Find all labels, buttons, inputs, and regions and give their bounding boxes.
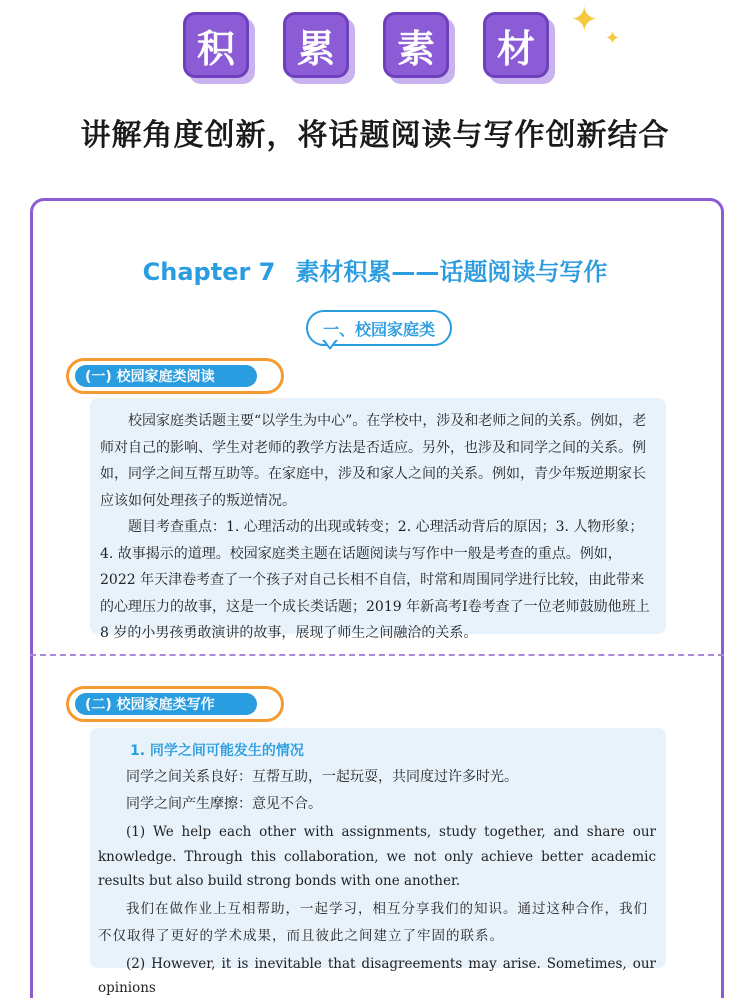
reading-paragraph: 校园家庭类话题主要“以学生为中心”。在学校中，涉及和老师之间的关系。例如，老师对自己的影响、学生对老师的教学方法是否适应。另外，也涉及和同学之间的关系。例如，同学之间互帮互助等。在家庭中，涉及和家人之间的关系。例如，青少年叛逆期家长应该如何处理孩子的叛逆情况。 — [100, 413, 647, 509]
section-tag-writing — [66, 686, 284, 722]
title-tile — [383, 12, 455, 84]
writing-subheading: 1. 同学之间可能发生的情况 — [130, 743, 304, 759]
reading-paragraph: 题目考查重点：1. 心理活动的出现或转变；2. 心理活动背后的原因；3. 人物形象；4. 故事揭示的道理。校园家庭类主题在话题阅读与写作中一般是考查的重点。例如，2022 年天津卷考查了一个孩子对自己长相不自信，时常和周围同学进行比较，由此带来的心理压力的故事，这是一个成长类话题；2019 年新高考Ⅰ卷考查了一位老师鼓励他班上 8 岁的小男孩勇敢演讲的故事，展现了师生之间融洽的关系。 — [100, 519, 650, 641]
sparkle-icon: ✦ — [605, 28, 621, 49]
writing-line: 同学之间关系良好：互帮互助，一起玩耍，共同度过许多时光。 — [126, 769, 518, 785]
english-example: (2) However, it is inevitable that disagreements may arise. Sometimes, our opinions — [98, 955, 656, 996]
section-divider — [30, 654, 724, 656]
title-tile-char: 累 — [283, 12, 349, 78]
title-tile — [283, 12, 355, 84]
topic-bubble: 一、校园家庭类 — [306, 310, 452, 346]
title-tile-char: 积 — [183, 12, 249, 78]
title-tile — [183, 12, 255, 84]
title-tiles — [0, 12, 750, 88]
sparkle-icon: ✦ — [570, 0, 599, 40]
writing-line: 同学之间产生摩擦：意见不合。 — [126, 796, 322, 812]
chapter-title — [0, 252, 750, 287]
section-tag-reading — [66, 358, 284, 394]
english-example: (1) We help each other with assignments, study together, and share our knowledge. Through this collaboration, we not only achieve better academic results but also build strong bonds with one another. — [98, 824, 656, 889]
section-tag-label: (一) 校园家庭类阅读 — [75, 365, 257, 387]
title-tile-char: 材 — [483, 12, 549, 78]
chapter-name: 素材积累——话题阅读与写作 — [295, 258, 608, 286]
chapter-number: Chapter 7 — [142, 258, 276, 286]
title-tile — [483, 12, 555, 84]
writing-box — [90, 728, 666, 996]
section-tag-label: (二) 校园家庭类写作 — [75, 693, 257, 715]
headline: 讲解角度创新，将话题阅读与写作创新结合 — [80, 118, 670, 153]
title-tile-char: 素 — [383, 12, 449, 78]
reading-box — [90, 398, 666, 641]
chinese-translation: 我们在做作业上互相帮助，一起学习，相互分享我们的知识。通过这种合作，我们不仅取得了更好的学术成果，而且彼此之间建立了牢固的联系。 — [98, 900, 648, 944]
